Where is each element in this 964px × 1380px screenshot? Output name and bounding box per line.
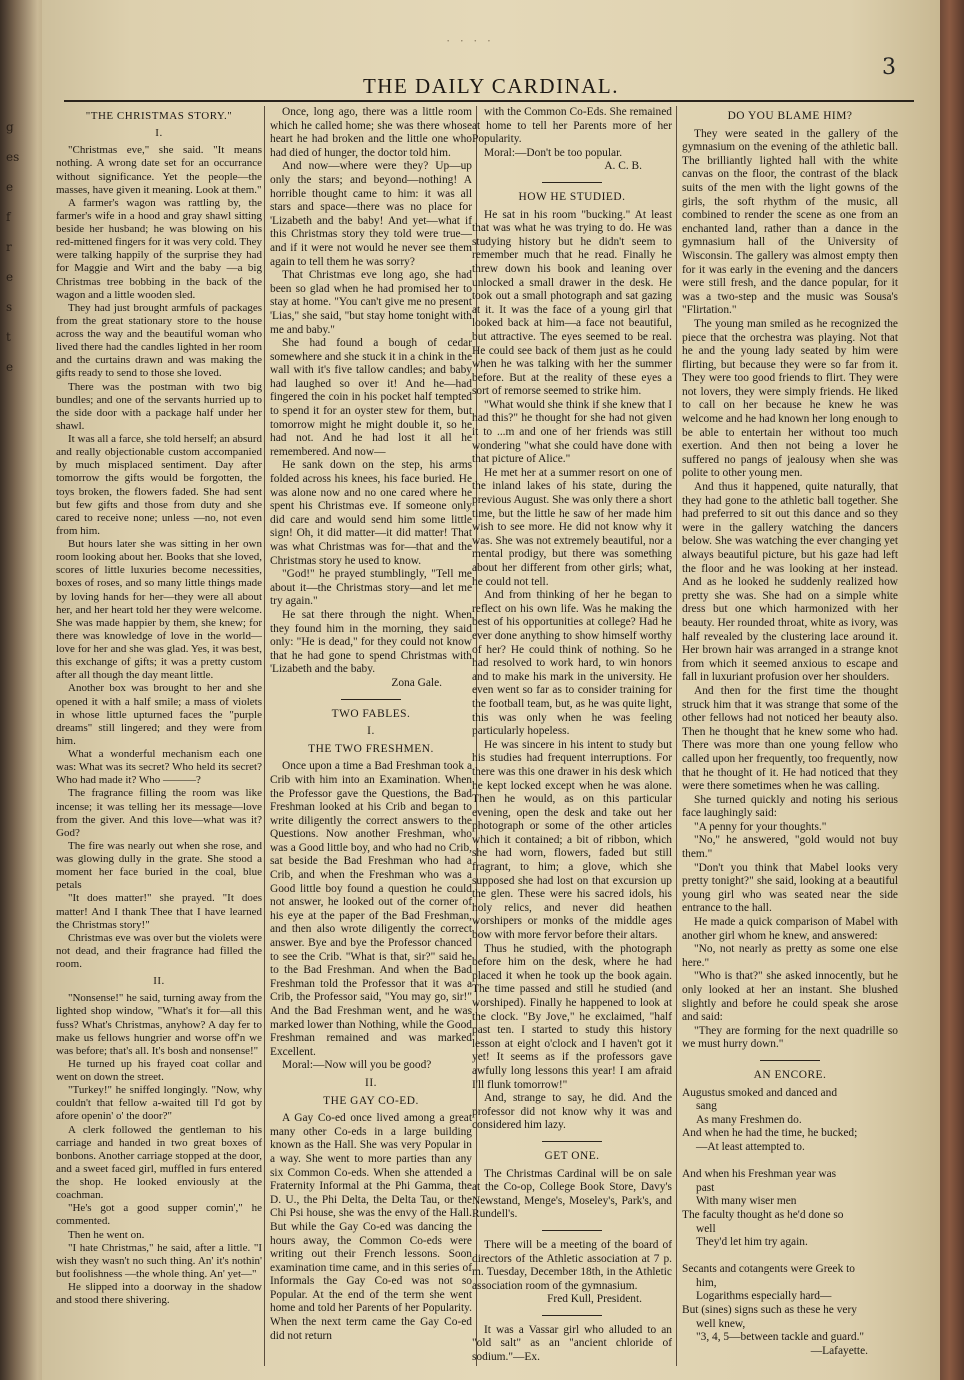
paragraph: He met her at a summer resort on one of the inland lakes of his state, during the previous August. She was only there a short time, but the little he saw of her made him wish to see more. He did not know why it was. She was not extremely beautiful, nor a mental prodigy, but there was something about her different from other girls; what, he could not tell. <box>472 466 672 588</box>
column-1 <box>56 106 262 1307</box>
story-part-1 <box>56 144 262 971</box>
paragraph: He turned up his frayed coat collar and went on down the street. <box>56 1057 262 1083</box>
article-title: DO YOU BLAME HIM? <box>727 110 853 122</box>
paragraph: He sat in his room "bucking." At least that was what he was trying to do. He was studying history but he didn't seem to remember much that he read. Finally he threw down his book and leaning over unlocked a small drawer in the desk. He took out a small photograph and sat gazing at it. It was the face of a young girl that looked back at him—a face not beautiful, but attractive. The eyes seemed to be real. He could see back of them just as he could when he was talking with her the summer before. But at the reality of these eyes a sort of remorse seemed to strike him. <box>472 208 672 398</box>
paragraph: And thus it happened, quite naturally, that they had gone to the athletic ball together. She had preferred to sit out this dance and so they were in the gallery watching the dancers below. She was watching the ever changing yet always beautiful picture, but his gaze had left the floor and he was looking at her instead. And as he looked he suddenly realized how pretty she was. She had on a simple white dress but one which harmonized with her beauty. Her rounded throat, white as ivory, was half revealed by the clustering lace around it. Her brown hair was arranged in a strange knot from which it seemed anxious to escape and fall in luxuriant profusion over her shoulders. <box>682 481 898 684</box>
paragraph: And, strange to say, he did. And the professor did not know why it was and considered him lazy. <box>472 1092 672 1132</box>
fable-2-continued <box>472 106 672 160</box>
poem-body <box>682 1087 898 1345</box>
meeting-notice: There will be a meeting of the board of directors of the Athletic association at 7 p. m. Tuesday, December 18th, in the Athletic association room of the gymnasium. <box>472 1238 672 1292</box>
paragraph: And now—where were they? Up—up only the stars; and beyond—nothing! A horrible thought came to him: it was all stars and space—there was no place for 'Lizabeth and the baby! And yet—what if this Christmas story they told were true—and if it were not would he never see them again to tell them he was sorry? <box>270 160 472 268</box>
paragraph: But hours later she was sitting in her own room looking about her. Books that she loved, scores of little luxuries become necessities, boxes of roses, and so many little things made by loving hands for her—they were all about her, and her heart told her they were welcome. She was made happier by them, she knew; for there was knowledge of love in the world—love for her and she was glad. Yes, it was best, this exchange of gifts; it was a pretty custom after all though the day meant little. <box>56 538 262 682</box>
paragraph: Moral:—Don't be too popular. <box>484 146 623 159</box>
paragraph: with the Common Co-Eds. She remained at home to tell her Parents more of her Popularity. <box>472 106 672 146</box>
poem-line: As many Freshmen do. <box>696 1113 802 1126</box>
paragraph: He sat there through the night. When they found him in the morning, they said only: "He is dead," for they could not know that he had gone to spend Christmas with 'Lizabeth and the baby. <box>270 608 472 676</box>
paragraph: Once, long ago, there was a little room which he called home; she was there whose heart he had broken and the little one who had died of hunger, the doctor told him. <box>270 106 472 159</box>
paragraph: "Christmas eve," she said. "It means nothing. A wrong date set for an occurrance without significance. Yet the people—the masses, have given it meaning. Look at them." <box>56 144 262 196</box>
paragraph: "I hate Christmas," he said, after a little. "I wish they wasn't no such thing. An' it's nothin' but foolishness —the whole thing. An' yet—" <box>56 1241 262 1280</box>
poem-line: With many wiser men <box>696 1195 797 1208</box>
fable-1 <box>270 760 472 1073</box>
poem-line: —At least attempted to. <box>696 1140 805 1153</box>
section-rule <box>542 1230 602 1231</box>
poem-title: AN ENCORE. <box>753 1068 827 1081</box>
paragraph: He made a quick comparison of Mabel with another girl whom he knew, and answered: <box>682 916 898 942</box>
masthead-rule <box>64 100 914 102</box>
column-3 <box>472 106 672 1365</box>
paragraph: A Gay Co-ed once lived among a great many other Co-eds in a large building known as the Hall. She was very Popular in a way. She went to more parties than any six Common Co-eds. When she attended a Fraternity Informal at the Phi Gamma, the D. U., the Phi Delta, the Delta Tau, or the Chi Psi house, she was the envy of the Hall. But while the Gay Co-ed was dancing the hours away, the Common Co-eds were writing out their French lessons. Soon examination time came, and in this series of Informals the Gay Co-ed was not so Popular. At the end of the term she went home and told her Parents of her Popularity. When the next term came the Gay Co-ed did not return <box>270 1112 472 1342</box>
paragraph: She had found a bough of cedar somewhere and she stuck it in a chink in the wall with it's five tallow candles; and baby had laughed so over it! And he—had fingered the coin in his pocket half tempted to spend it for an oyster stew for them, but tomorrow might he might double it, so he had not. And he had lost it all he remembered. And now— <box>270 337 472 458</box>
paragraph: What a wonderful mechanism each one was: What was its secret? Who held its secret? Who had made it? Who ———? <box>56 748 262 787</box>
newspaper-page <box>42 0 940 1380</box>
fable-title: THE TWO FRESHMEN. <box>308 742 434 755</box>
paragraph: Moral:—Now will you be good? <box>282 1059 432 1072</box>
poem-signature: —Lafayette. <box>810 1344 868 1357</box>
part-numeral: I. <box>367 725 375 738</box>
paragraph: "Don't you think that Mabel looks very pretty tonight?" she said, looking at a beautiful young girl who was seated near the side entrance to the hall. <box>682 861 898 915</box>
notice-title: GET ONE. <box>544 1149 600 1162</box>
paragraph: "Who is that?" she asked innocently, but he only looked at her an instant. She blushed slightly and before he could speak she arose and said: <box>682 970 898 1024</box>
paragraph: A clerk followed the gentleman to his carriage and handed in two great boxes of bonbons. Another carriage stopped at the door, and a sweet faced girl, muffled in furs entered the shop. He looked enviously at the coachman. <box>56 1123 262 1202</box>
poem-line <box>682 1250 898 1264</box>
section-rule <box>341 699 401 700</box>
paragraph: The young man smiled as he recognized the piece that the orchestra was playing. Not that he and the young lady seated by him were flirting, but because they were so far from it. They were too good friends to flirt. They were not lovers, they were simply friends. He liked to call on her because he knew he was welcome and he had known her long enough to be able to entertain her without too much exertion. And then not being a lover he suffered no pangs of jealousy when she was polite to other young men. <box>682 317 898 480</box>
article-title: HOW HE STUDIED. <box>518 190 626 203</box>
paragraph: It was all a farce, she told herself; an absurd and really objectionable custom accompanied by much misplaced sentiment. Day after tomorrow the gifts would be forgotten, the toys broken, the flowers faded. She had sent but few gifts and those from duty and she cared to receive none; unless —no, not even from him. <box>56 433 262 537</box>
paragraph: Once upon a time a Bad Freshman took a Crib with him into an Examination. When the Professor gave the Questions, the Bad Freshman looked at his Crib and began to write diligently the correct answers to the Questions. Now another Freshman, who was a Good little boy, and who had no Crib, sat beside the Bad Freshman who had a Crib, and when the Freshman who was a Good little boy found a question he could not answer, he looked out of the corner of his eye at the paper of the Bad Freshman, and then also wrote diligently the correct answer. Bye and bye the Professor chanced to see the Crib. "What is that, sir?" said he to the Bad Freshman. And when the Bad Freshman told the Professor that it was a Crib, the Professor said, "You may go, sir!" And the Bad Freshman went, and he was marked lower than Nothing, while the Good Freshman remained and was marked Excellent. <box>270 760 472 1058</box>
paragraph: The fire was nearly out when she rose, and was glowing dully in the grate. She stood a moment her face buried in the coal, blue petals <box>56 839 262 892</box>
vassar-quip: It was a Vassar girl who alluded to an "old salt" as an "ancient chloride of sodium."—Ex. <box>472 1323 672 1364</box>
paragraph: And then for the first time the thought struck him that it was strange that some of the other fellows had not noticed her beauty also. Then he thought that he knew some who had. There was more than one young fellow who called upon her frequently, too frequently, now that he thought of it. He had noticed that they were there sometimes when he was calling. <box>682 684 898 793</box>
paragraph: There was the postman with two big bundles; and one of the servants hurried up to the side door with a package half under her shawl. <box>56 380 262 432</box>
paragraph: Another box was brought to her and she opened it with a half smile; a mass of violets in whose little upturned faces the "purple dreams" still lingered; and they were from him. <box>56 682 262 747</box>
paragraph: That Christmas eve long ago, she had been so glad when he had promised her to stay at home. "You can't give me no present 'Lias," she said, "but stay home tonight with me and baby." <box>270 269 472 336</box>
paragraph: She turned quickly and noting his serious face laughingly said: <box>682 793 898 820</box>
paragraph: "It does matter!" she prayed. "It does matter! And I thank Thee that I have learned the Christmas story!" <box>56 892 262 931</box>
paragraph: They had just brought armfuls of packages from the great stationary store to the house across the way and the beautiful woman who lived there had the candles lighted in her room and the curtains drawn and was making the gifts ready to send to those she loved. <box>56 301 262 380</box>
paragraph: "Turkey!" he sniffed longingly. "Now, why couldn't that fellow a-waited till I'd got by afore openin' o' the door?" <box>56 1084 262 1123</box>
column-divider <box>676 106 677 1366</box>
masthead: THE DAILY CARDINAL. <box>362 74 619 98</box>
paragraph: "God!" he prayed stumblingly, "Tell me about it—the Christmas story—and let me try again." <box>270 568 472 608</box>
poem-line: And when he had the time, he bucked; <box>682 1127 858 1140</box>
poem-line: And when his Freshman year was <box>682 1168 837 1181</box>
poem-line: him, <box>696 1276 717 1289</box>
poem-line: Secants and cotangents were Greek to <box>682 1263 856 1276</box>
poem-line: But (sines) signs such as these he very <box>682 1304 857 1317</box>
how-he-studied-body <box>472 209 672 1133</box>
poem-line: They'd let him try again. <box>696 1236 808 1249</box>
column-divider <box>264 106 265 1366</box>
library-stamp: · · · · <box>446 33 495 48</box>
section-rule <box>760 1060 820 1061</box>
poem-line: Augustus smoked and danced and <box>682 1086 838 1099</box>
paragraph: And from thinking of her he began to reflect on his own life. Was he making the best of his opportunities at college? Had he ever done anything to show himself worthy of her? He could think of nothing. So he had resolved to work hard, to win honors and to make his mark in the university. He even went so far as to consider training for the football team, but, as he was quite light, this was only when he was feeling particularly hopeless. <box>472 589 672 738</box>
section-rule <box>542 1141 602 1142</box>
fables-signature: A. C. B. <box>604 160 642 173</box>
poem-line: past <box>696 1181 715 1194</box>
part-numeral: I. <box>155 127 163 140</box>
book-binding-edge <box>940 0 964 1380</box>
paragraph: He sank down on the step, his arms folded across his knees, his face buried. He was alone now and no one cared where he spent his Christmas eve. If someone only did care and would send him some little sign! Oh, it did matter—it did matter! That was what Christmas was for—that and the Christmas story he used to know. <box>270 459 472 567</box>
story-part-2 <box>56 992 262 1307</box>
paragraph: "No, not nearly as pretty as some one else here." <box>682 943 898 969</box>
poem-line: Logarithms especially hard— <box>696 1290 832 1303</box>
column-4 <box>682 106 898 1358</box>
paragraph: Thus he studied, with the photograph before him on the desk, where he had placed it when he took up the book again. The time passed and still he studied (and worshiped). Finally he happened to look at the clock. "By Jove," he exclaimed, "half past ten. I started to study this history lesson at eight o'clock and I haven't got it yet! It seems as if the professors gave awfully long lessons this year! I am afraid I'll flunk tomorrow!" <box>472 942 672 1091</box>
fables-title: TWO FABLES. <box>331 707 411 720</box>
poem-line: sang <box>696 1100 717 1113</box>
page-number-mark: 3 <box>882 55 896 80</box>
paragraph: "Nonsense!" he said, turning away from the lighted shop window, "What's it for—all this fuss? What's Christmas, anyhow? A day fer to make us fellows hungrier and worse off'n we was before; that's all. It's bosh and nonsense!" <box>56 992 262 1057</box>
poem-line: The faculty thought as he'd done so <box>682 1208 844 1221</box>
story-title: "THE CHRISTMAS STORY." <box>85 110 233 122</box>
paragraph: "What would she think if she knew that I had this?" he thought for she had not given it to ...m and one of her friends was still wondering "what she could have done with that picture of Alice." <box>472 398 672 466</box>
paragraph: Then he went on. <box>68 1228 145 1241</box>
paragraph: "He's got a good supper comin'," he commented. <box>56 1202 262 1228</box>
fable-2 <box>270 1112 472 1343</box>
paragraph: "They are forming for the next quadrille so we must hurry down." <box>682 1024 898 1051</box>
notice-body: The Christmas Cardinal will be on sale at the Co-op, College Book Store, Davy's Newstand, Menge's, Moseley's, Park's, and Rundell's. <box>472 1167 672 1221</box>
poem-line: "3, 4, 5—between tackle and guard." <box>696 1331 865 1344</box>
paragraph: They were seated in the gallery of the gymnasium on the evening of the athletic ball. The brilliantly lighted hall with the white canvas on the floor, the contrast of the black suits of the men with the light gowns of the girls, the soft rhythm of the music, all combined to render the scene as one from an enchanted land, rather than a dance in the gymnasium hall of the University of Wisconsin. The gallery was almost empty then for it was early in the evening and the dancers were still fresh, and the dance popular, for it was a two-step and the music was Sousa's "Flirtation." <box>682 127 898 317</box>
column-2 <box>270 106 472 1343</box>
part-numeral: II. <box>153 975 165 988</box>
poem-line: well knew, <box>696 1317 746 1330</box>
do-you-blame-him-body <box>682 128 898 1052</box>
paragraph: He was sincere in his intent to study but his studies had frequent interruptions. For there was this one drawer in his desk which he kept locked except when he was alone. Then he would, as on this particular evening, open the desk and take out her photograph or some of the other articles which it contained; a bit of ribbon, which she had worn, flowers, faded but still fragrant, to him; a glove, which she supposed she had lost on that excursion up the glen. These were his sacred idols, his holy relics, and never did heathen worshipers or monks of the middle ages bow with more fervor before their altars. <box>472 738 672 942</box>
paragraph: Christmas eve was over but the violets were not dead, and their fragrance had filled the room. <box>56 931 262 970</box>
fable-title: THE GAY CO-ED. <box>323 1094 419 1107</box>
paragraph: A farmer's wagon was rattling by, the farmer's wife in a hood and gray shawl sitting beside her husband; he was blowing on his red-mittened fingers for it was very cold. They were talking happily of the surprise they had for Maggie and Wirt and the baby —a big Christmas tree bobbing in the back of the wagon and a little wooden sled. <box>56 196 262 301</box>
paragraph: "No," he answered, "gold would not buy them." <box>682 834 898 861</box>
part-numeral: II. <box>365 1076 377 1089</box>
paragraph: "A penny for your thoughts." <box>694 820 827 833</box>
meeting-signature: Fred Kull, President. <box>547 1293 642 1306</box>
adjacent-page-text-fragment: g es e f r e s t e <box>6 120 20 374</box>
section-rule <box>542 182 602 183</box>
paragraph: He slipped into a doorway in the shadow and stood there shivering. <box>56 1281 262 1307</box>
story-signature: Zona Gale. <box>391 676 442 689</box>
story-part-2-continued <box>270 106 472 677</box>
poem-line <box>682 1155 898 1169</box>
paragraph: The fragrance filling the room was like incense; it was telling her its message—love from the giver. And this love—what was it? God? <box>56 787 262 839</box>
section-rule <box>542 1315 602 1316</box>
poem-line: well <box>696 1222 716 1235</box>
